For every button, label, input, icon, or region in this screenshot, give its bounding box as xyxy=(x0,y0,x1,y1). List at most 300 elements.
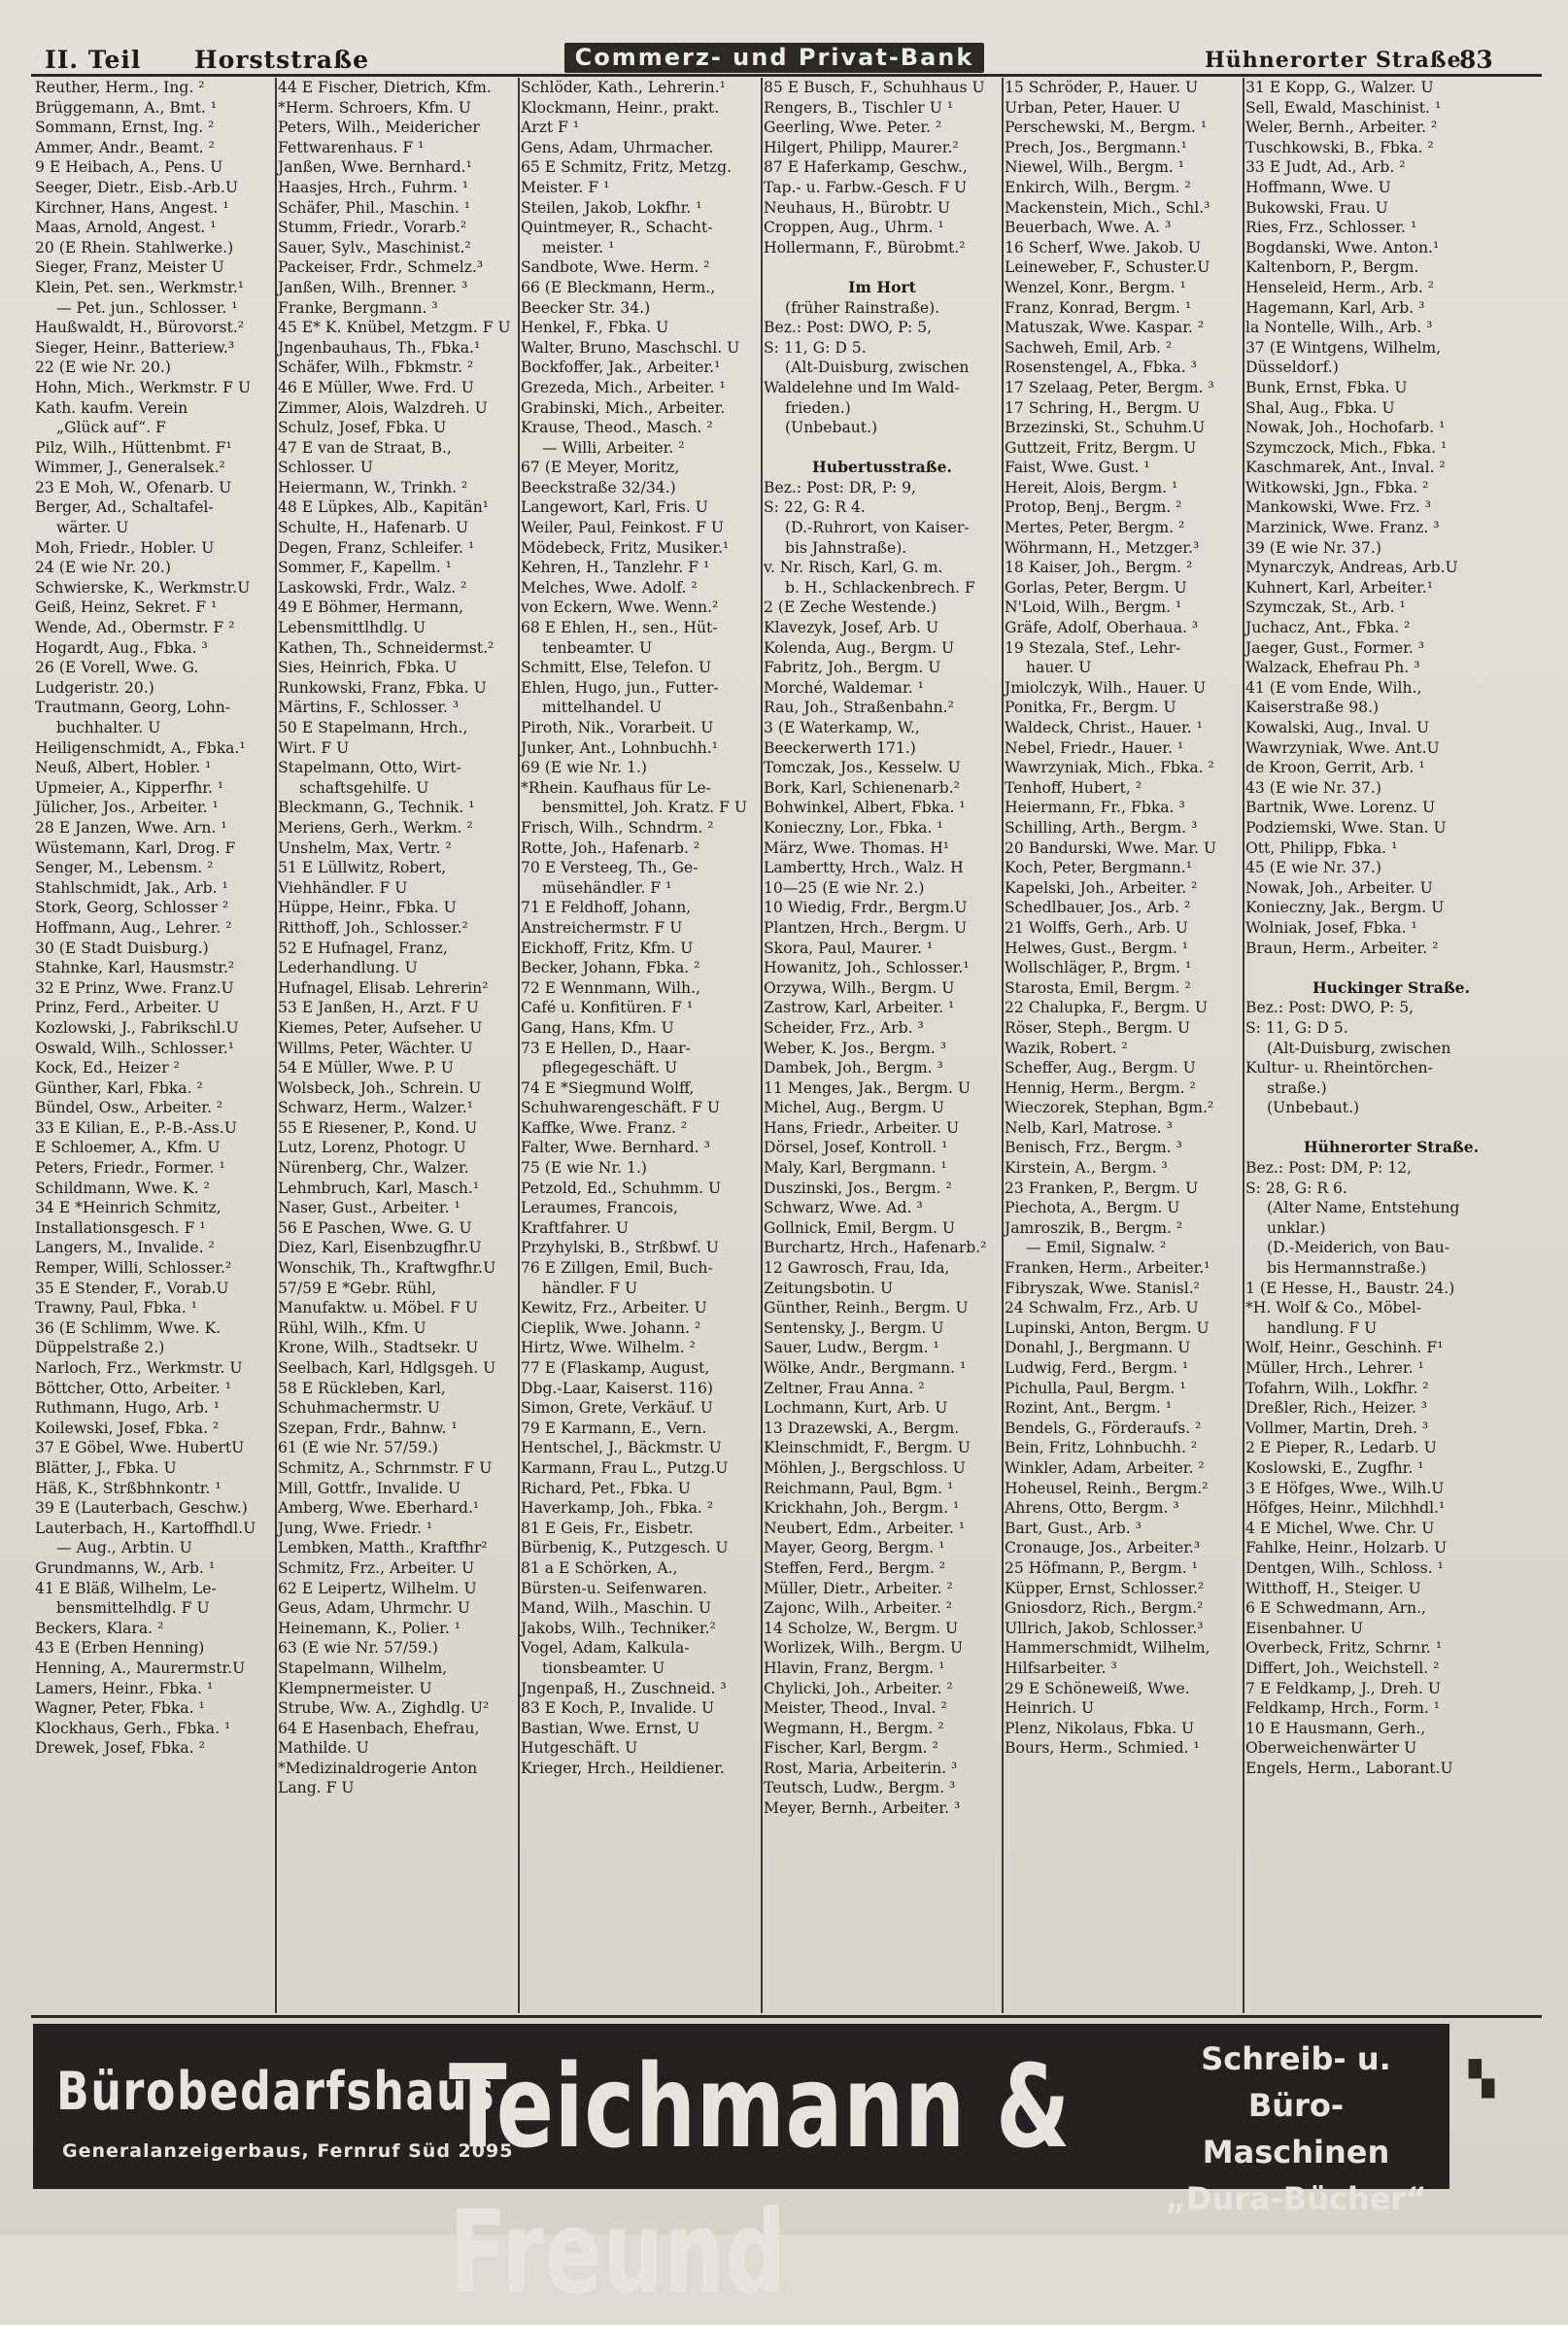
directory-entry: Wolsbeck, Joh., Schrein. U xyxy=(278,1078,482,1097)
directory-entry: Kowalski, Aug., Inval. U xyxy=(1245,719,1430,736)
directory-entry: Röser, Steph., Bergm. U xyxy=(1005,1018,1191,1037)
directory-entry: Witkowski, Jgn., Fbka. ² xyxy=(1245,478,1429,496)
directory-entry: 6 E Schwedmann, Arn., xyxy=(1245,1599,1426,1618)
directory-entry: Grabinski, Mich., Arbeiter. xyxy=(521,398,726,417)
directory-entry: Hereit, Alois, Bergm. ¹ xyxy=(1005,478,1178,496)
directory-entry: Witthoff, H., Steiger. U xyxy=(1245,1579,1421,1597)
directory-entry: meister. ¹ xyxy=(542,238,615,256)
directory-entry: de Kroon, Gerrit, Arb. ¹ xyxy=(1245,759,1425,777)
directory-entry: Diez, Karl, Eisenbzugfhr.U xyxy=(278,1239,482,1257)
directory-entry: Sieger, Franz, Meister U xyxy=(35,258,224,277)
directory-entry: 17 Szelaag, Peter, Bergm. ³ xyxy=(1005,378,1214,396)
directory-entry: Rost, Maria, Arbeiterin. ³ xyxy=(764,1759,958,1777)
directory-column-6 xyxy=(1245,78,1537,2011)
directory-entry: E Schloemer, A., Kfm. U xyxy=(35,1139,221,1157)
directory-entry: Zimmer, Alois, Walzdreh. U xyxy=(278,398,488,417)
directory-entry: 36 (E Schlimm, Wwe. K. xyxy=(35,1318,222,1337)
directory-entry: Ries, Frz., Schlosser. ¹ xyxy=(1245,219,1417,237)
directory-entry: 55 E Riesener, P., Kond. U xyxy=(278,1118,478,1137)
directory-entry: Konieczny, Jak., Bergm. U xyxy=(1245,899,1445,917)
directory-entry: 79 E Karmann, E., Vern. xyxy=(521,1419,707,1437)
directory-entry: 30 (E Stadt Duisburg.) xyxy=(35,939,209,957)
ad-product-line: Maschinen xyxy=(1202,2134,1390,2171)
directory-entry: Plenz, Nikolaus, Fbka. U xyxy=(1005,1719,1195,1737)
directory-entry: Rosenstengel, A., Fbka. ³ xyxy=(1005,359,1197,377)
directory-entry: Sommann, Ernst, Ing. ² xyxy=(35,119,215,137)
directory-entry: händler. F U xyxy=(542,1279,638,1297)
directory-entry: Mackenstein, Mich., Schl.³ xyxy=(1005,198,1210,217)
directory-entry: (D.-Meiderich, von Bau- xyxy=(1267,1239,1450,1257)
directory-entry: 81 E Geis, Fr., Eisbetr. xyxy=(521,1519,694,1537)
column-divider xyxy=(761,78,763,2013)
directory-entry: Steffen, Ferd., Bergm. ² xyxy=(764,1558,946,1577)
directory-entry: Haasjes, Hrch., Fuhrm. ¹ xyxy=(278,178,469,196)
directory-entry: Stapelmann, Otto, Wirt- xyxy=(278,759,461,777)
directory-entry: 81 a E Schörken, A., xyxy=(521,1558,678,1577)
directory-entry: Piechota, A., Bergm. U xyxy=(1005,1199,1180,1217)
directory-entry: Höfges, Heinr., Milchhdl.¹ xyxy=(1245,1499,1446,1518)
directory-entry: Amberg, Wwe. Eberhard.¹ xyxy=(278,1499,480,1518)
directory-entry: Nelb, Karl, Matrose. ³ xyxy=(1005,1118,1173,1137)
directory-entry: Enkirch, Wilh., Bergm. ² xyxy=(1005,178,1191,196)
directory-entry: Kozlowski, J., Fabrikschl.U xyxy=(35,1018,239,1037)
directory-entry: Sauer, Sylv., Maschinist.² xyxy=(278,238,471,256)
directory-entry: 18 Kaiser, Joh., Bergm. ² xyxy=(1005,559,1193,577)
directory-entry: 3 E Höfges, Wwe., Wilh.U xyxy=(1245,1479,1445,1497)
bottom-rule xyxy=(31,2015,1542,2018)
directory-entry: 72 E Wennmann, Wilh., xyxy=(521,978,700,997)
directory-entry: Hilfsarbeiter. ³ xyxy=(1005,1658,1117,1677)
directory-entry: Schulte, H., Hafenarb. U xyxy=(278,519,469,537)
directory-entry: 74 E *Siegmund Wolff, xyxy=(521,1078,695,1097)
directory-entry: Arzt F ¹ xyxy=(521,119,580,137)
directory-entry: Bez.: Post: DM, P: 12, xyxy=(1245,1159,1413,1178)
directory-entry: Bogdanski, Wwe. Anton.¹ xyxy=(1245,238,1440,256)
directory-entry: 10—25 (E wie Nr. 2.) xyxy=(764,878,925,897)
directory-entry: Zeltner, Frau Anna. ² xyxy=(764,1379,925,1397)
directory-entry: 45 (E wie Nr. 37.) xyxy=(1245,859,1381,877)
directory-entry: Grundmanns, W., Arb. ¹ xyxy=(35,1558,216,1577)
directory-entry: 3 (E Waterkamp, W., xyxy=(764,719,920,736)
directory-entry: 53 E Janßen, H., Arzt. F U xyxy=(278,999,479,1017)
directory-entry: 24 (E wie Nr. 20.) xyxy=(35,559,171,577)
directory-entry: Leraumes, Francois, xyxy=(521,1199,678,1217)
directory-entry: 87 E Haferkamp, Geschw., xyxy=(764,158,968,177)
directory-entry: Neubert, Edm., Arbeiter. ¹ xyxy=(764,1519,966,1537)
directory-entry: Brüggemann, A., Bmt. ¹ xyxy=(35,98,218,117)
street-heading: Huckinger Straße. xyxy=(1312,977,1471,997)
directory-entry: Kathen, Th., Schneidermst.² xyxy=(278,638,494,657)
directory-entry: Jaeger, Gust., Former. ³ xyxy=(1245,638,1425,657)
directory-entry: Naser, Gust., Arbeiter. ¹ xyxy=(278,1199,460,1217)
directory-entry: Wawrzyniak, Mich., Fbka. ² xyxy=(1005,759,1214,777)
directory-entry: Bastian, Wwe. Ernst, U xyxy=(521,1719,699,1737)
directory-entry: Fabritz, Joh., Bergm. U xyxy=(764,659,941,677)
directory-entry: Pichulla, Paul, Bergm. ¹ xyxy=(1005,1379,1186,1397)
directory-entry: Kaltenborn, P., Bergm. xyxy=(1245,258,1419,277)
directory-entry: Kultur- u. Rheintörchen- xyxy=(1245,1059,1433,1077)
directory-entry: Schlosser. U xyxy=(278,459,373,477)
directory-entry: Cronauge, Jos., Arbeiter.³ xyxy=(1005,1539,1201,1557)
directory-entry: 39 (E wie Nr. 37.) xyxy=(1245,538,1381,557)
directory-entry: Schäfer, Phil., Maschin. ¹ xyxy=(278,198,471,217)
directory-entry: Bours, Herm., Schmied. ¹ xyxy=(1005,1739,1200,1758)
directory-entry: Wenzel, Konr., Bergm. ¹ xyxy=(1005,278,1186,296)
directory-entry: Ammer, Andr., Beamt. ² xyxy=(35,138,215,156)
directory-entry: Ullrich, Jakob, Schlosser.³ xyxy=(1005,1619,1204,1637)
directory-entry: Gang, Hans, Kfm. U xyxy=(521,1018,674,1037)
directory-entry: 41 E Bläß, Wilhelm, Le- xyxy=(35,1579,217,1597)
directory-entry: Lang. F U xyxy=(278,1779,355,1797)
directory-entry: Krieger, Hrch., Heildiener. xyxy=(521,1759,725,1777)
directory-entry: Guttzeit, Fritz, Bergm. U xyxy=(1005,438,1197,457)
directory-entry: Teutsch, Ludw., Bergm. ³ xyxy=(764,1779,956,1797)
directory-entry: v. Nr. Risch, Karl, G. m. xyxy=(764,559,943,577)
page-number: 83 xyxy=(1459,46,1493,74)
directory-column-5 xyxy=(1005,78,1242,2011)
directory-entry: 15 Schröder, P., Hauer. U xyxy=(1005,79,1199,96)
directory-entry: Installationsgesch. F ¹ xyxy=(35,1218,206,1237)
street-heading: Im Hort xyxy=(848,277,916,296)
directory-entry: Runkowski, Franz, Fbka. U xyxy=(278,678,487,697)
directory-entry: Cieplik, Wwe. Johann. ² xyxy=(521,1318,701,1337)
directory-entry: Haußwaldt, H., Bürovorst.² xyxy=(35,319,245,337)
directory-entry: Ludgeristr. 20.) xyxy=(35,678,154,697)
directory-entry: Bez.: Post: DWO, P: 5, xyxy=(1245,999,1415,1017)
directory-entry: Bork, Karl, Schienenarb.² xyxy=(764,778,960,797)
directory-entry: Kewitz, Frz., Arbeiter. U xyxy=(521,1299,707,1317)
directory-entry: Koch, Peter, Bergmann.¹ xyxy=(1005,859,1192,877)
ad-address: Generalanzeigerbaus, Fernruf Süd 2095 xyxy=(62,2140,514,2162)
directory-entry: Engels, Herm., Laborant.U xyxy=(1245,1759,1453,1777)
directory-entry: Sachweh, Emil, Arb. ² xyxy=(1005,338,1173,357)
directory-entry: 83 E Koch, P., Invalide. U xyxy=(521,1699,715,1718)
directory-entry: Bündel, Osw., Arbeiter. ² xyxy=(35,1099,223,1117)
directory-entry xyxy=(1245,958,1537,978)
directory-entry: Bohwinkel, Albert, Fbka. ¹ xyxy=(764,799,966,817)
directory-entry: Croppen, Aug., Uhrm. ¹ xyxy=(764,219,944,237)
directory-entry: Henseleid, Herm., Arb. ² xyxy=(1245,278,1435,296)
directory-entry: Tenhoff, Hubert, ² xyxy=(1005,778,1142,797)
directory-entry: Vollmer, Martin, Dreh. ³ xyxy=(1245,1419,1429,1437)
directory-entry: Packeiser, Frdr., Schmelz.³ xyxy=(278,258,484,277)
directory-entry: Sandbote, Wwe. Herm. ² xyxy=(521,258,710,277)
directory-entry: Haverkamp, Joh., Fbka. ² xyxy=(521,1499,714,1518)
directory-entry: Lochmann, Kurt, Arb. U xyxy=(764,1399,948,1418)
directory-entry: Anstreichermstr. F U xyxy=(521,918,683,937)
directory-entry: Schäfer, Wilh., Fbkmstr. ² xyxy=(278,359,474,377)
directory-entry: 14 Scholze, W., Bergm. U xyxy=(764,1619,959,1637)
directory-entry: Burchartz, Hrch., Hafenarb.² xyxy=(764,1239,987,1257)
column-divider xyxy=(518,78,520,2013)
directory-entry: Geerling, Wwe. Peter. ² xyxy=(764,119,942,137)
directory-entry: Piroth, Nik., Vorarbeit. U xyxy=(521,719,714,736)
directory-entry: Wirt. F U xyxy=(278,738,350,757)
directory-entry: Lembken, Matth., Kraftfhr² xyxy=(278,1539,488,1557)
directory-entry: Ott, Philipp, Fbka. ¹ xyxy=(1245,838,1398,857)
directory-entry: Düppelstraße 2.) xyxy=(35,1339,165,1357)
directory-entry: Willms, Peter, Wächter. U xyxy=(278,1039,473,1057)
directory-entry: Stumm, Friedr., Vorarb.² xyxy=(278,219,467,237)
directory-entry: — Emil, Signalw. ² xyxy=(1026,1239,1167,1257)
directory-entry: 69 (E wie Nr. 1.) xyxy=(521,759,648,777)
directory-entry: Beckers, Klara. ² xyxy=(35,1619,164,1637)
directory-entry: Sell, Ewald, Maschinist. ¹ xyxy=(1245,98,1442,117)
directory-entry: Richard, Pet., Fbka. U xyxy=(521,1479,691,1497)
directory-entry: Vogel, Adam, Kalkula- xyxy=(521,1639,690,1658)
directory-entry: Hüppe, Heinr., Fbka. U xyxy=(278,899,457,917)
directory-entry: Hogardt, Aug., Fbka. ³ xyxy=(35,638,208,657)
directory-entry: Lehmbruch, Karl, Masch.¹ xyxy=(278,1179,480,1197)
directory-entry: Senger, M., Lebensm. ² xyxy=(35,859,214,877)
directory-entry: Janßen, Wwe. Bernhard.¹ xyxy=(278,158,472,177)
directory-entry: Schlöder, Kath., Lehrerin.¹ xyxy=(521,79,726,96)
directory-entry: Schwierske, K., Werkmstr.U xyxy=(35,578,251,597)
directory-entry: Kock, Ed., Heizer ² xyxy=(35,1059,180,1077)
directory-entry: b. H., Schlackenbrech. F xyxy=(785,578,975,597)
directory-entry: Kraftfahrer. U xyxy=(521,1218,630,1237)
directory-entry: 51 E Lüllwitz, Robert, xyxy=(278,859,447,877)
directory-entry: handlung. F U xyxy=(1267,1318,1378,1337)
directory-entry: Mand, Wilh., Maschin. U xyxy=(521,1599,711,1618)
directory-entry: 32 E Prinz, Wwe. Franz.U xyxy=(35,978,234,997)
directory-entry: bensmittel, Joh. Kratz. F U xyxy=(542,799,748,817)
directory-entry: Ruthmann, Hugo, Arb. ¹ xyxy=(35,1399,220,1418)
directory-entry: Wende, Ad., Obermstr. F ² xyxy=(35,619,235,637)
directory-entry: Dreßler, Rich., Heizer. ³ xyxy=(1245,1399,1428,1418)
directory-entry: Szymczock, Mich., Fbka. ¹ xyxy=(1245,438,1448,457)
directory-entry: straße.) xyxy=(1267,1078,1327,1097)
directory-entry: Ehlen, Hugo, jun., Futter- xyxy=(521,678,719,697)
directory-entry: Meriens, Gerh., Werkm. ² xyxy=(278,818,473,837)
directory-entry: Mayer, Georg, Bergm. ¹ xyxy=(764,1539,945,1557)
directory-entry: Kuhnert, Karl, Arbeiter.¹ xyxy=(1245,578,1433,597)
directory-entry: Jülicher, Jos., Arbeiter. ¹ xyxy=(35,799,219,817)
directory-entry: Heinemann, K., Polier. ¹ xyxy=(278,1619,461,1637)
directory-entry: 66 (E Bleckmann, Herm., xyxy=(521,278,716,296)
directory-entry: Junker, Ant., Lohnbuchh.¹ xyxy=(521,738,718,757)
directory-entry: wärter. U xyxy=(56,519,129,537)
directory-entry: Heiermann, W., Trinkh. ² xyxy=(278,478,468,496)
directory-entry: Lauterbach, H., Kartoffhdl.U xyxy=(35,1519,256,1537)
directory-entry: Wimmer, J., Generalsek.² xyxy=(35,459,225,477)
directory-entry: — Aug., Arbtin. U xyxy=(56,1539,192,1557)
directory-entry: 37 (E Wintgens, Wilhelm, xyxy=(1245,338,1442,357)
directory-entry: Jung, Wwe. Friedr. ¹ xyxy=(278,1519,433,1537)
directory-entry: *Medizinaldrogerie Anton xyxy=(278,1759,478,1777)
directory-entry: Hilgert, Philipp, Maurer.² xyxy=(764,138,959,156)
directory-entry: Fahlke, Heinr., Holzarb. U xyxy=(1245,1539,1448,1557)
directory-entry: Gollnick, Emil, Bergm. U xyxy=(764,1218,955,1237)
directory-entry: Wegmann, H., Bergm. ² xyxy=(764,1719,944,1737)
directory-entry: Sies, Heinrich, Fbka. U xyxy=(278,659,458,677)
directory-entry: Märtins, F., Schlosser. ³ xyxy=(278,699,460,717)
directory-entry: (Alt-Duisburg, zwischen xyxy=(785,359,970,377)
directory-entry: N'Loid, Wilh., Bergm. ¹ xyxy=(1005,598,1182,617)
directory-entry: Koslowski, E., Zugfhr. ¹ xyxy=(1245,1458,1424,1477)
directory-entry: S: 11, G: D 5. xyxy=(1245,1018,1348,1037)
directory-entry: Ahrens, Otto, Bergm. ³ xyxy=(1005,1499,1179,1518)
directory-entry: 47 E van de Straat, B., xyxy=(278,438,452,457)
directory-entry: Hans, Friedr., Arbeiter. U xyxy=(764,1118,960,1137)
directory-entry: Kath. kaufm. Verein xyxy=(35,398,188,417)
directory-column-3 xyxy=(521,78,760,2011)
directory-entry: Plantzen, Hrch., Bergm. U xyxy=(764,918,968,937)
directory-entry: 46 E Müller, Wwe. Frd. U xyxy=(278,378,474,396)
directory-entry: Braun, Herm., Arbeiter. ² xyxy=(1245,939,1439,957)
directory-entry: Prinz, Ferd., Arbeiter. U xyxy=(35,999,220,1017)
directory-entry: Duszinski, Jos., Bergm. ² xyxy=(764,1179,952,1197)
directory-entry: Hollermann, F., Bürobmt.² xyxy=(764,238,966,256)
directory-entry: Seelbach, Karl, Hdlgsgeh. U xyxy=(278,1359,496,1377)
directory-entry: 23 E Moh, W., Ofenarb. U xyxy=(35,478,232,496)
directory-entry: müsehändler. F ¹ xyxy=(542,878,672,897)
directory-entry: Dbg.-Laar, Kaiserst. 116) xyxy=(521,1379,713,1397)
directory-entry: Steilen, Jakob, Lokfhr. ¹ xyxy=(521,198,702,217)
directory-entry: 31 E Kopp, G., Walzer. U xyxy=(1245,79,1434,96)
directory-entry: 16 Scherf, Wwe. Jakob. U xyxy=(1005,238,1202,256)
directory-entry: Tap.- u. Farbw.-Gesch. F U xyxy=(764,178,968,196)
directory-entry: Rühl, Wilh., Kfm. U xyxy=(278,1318,426,1337)
directory-entry: Bein, Fritz, Lohnbuchh. ² xyxy=(1005,1439,1198,1457)
directory-entry: Fettwarenhaus. F ¹ xyxy=(278,138,425,156)
directory-entry: Jmiolczyk, Wilh., Hauer. U xyxy=(1005,678,1207,697)
directory-entry: Drewek, Josef, Fbka. ² xyxy=(35,1739,205,1758)
directory-entry: Schulz, Josef, Fbka. U xyxy=(278,419,447,437)
directory-entry: Leineweber, F., Schuster.U xyxy=(1005,258,1210,277)
directory-entry: Rengers, B., Tischler U ¹ xyxy=(764,98,954,117)
directory-entry: Hoffmann, Aug., Lehrer. ² xyxy=(35,918,232,937)
directory-entry: Schwarz, Wwe. Ad. ³ xyxy=(764,1199,923,1217)
directory-entry: Lamers, Heinr., Fbka. ¹ xyxy=(35,1679,214,1697)
directory-entry: Strube, Ww. A., Zighdlg. U² xyxy=(278,1699,490,1718)
directory-entry: 62 E Leipertz, Wilhelm. U xyxy=(278,1579,477,1597)
directory-entry: bis Hermannstraße.) xyxy=(1267,1259,1427,1278)
directory-entry: — Willi, Arbeiter. ² xyxy=(542,438,685,457)
directory-entry: Stahnke, Karl, Hausmstr.² xyxy=(35,959,235,977)
directory-entry: Karmann, Frau L., Putzg.U xyxy=(521,1458,729,1477)
directory-entry: 21 Wolffs, Gerh., Arb. U xyxy=(1005,918,1188,937)
directory-entry xyxy=(764,438,1001,459)
ad-products xyxy=(1150,2035,1442,2222)
directory-entry: Peters, Friedr., Former. ¹ xyxy=(35,1159,225,1178)
directory-entry: 39 E (Lauterbach, Geschw.) xyxy=(35,1499,248,1518)
directory-entry: Stapelmann, Wilhelm, xyxy=(278,1658,448,1677)
directory-entry: Oswald, Wilh., Schlosser.¹ xyxy=(35,1039,234,1057)
directory-entry: 9 E Heibach, A., Pens. U xyxy=(35,158,223,177)
directory-entry: Manufaktw. u. Möbel. F U xyxy=(278,1299,478,1317)
directory-entry: Differt, Joh., Weichstell. ² xyxy=(1245,1658,1440,1677)
directory-entry: Lebensmittlhdlg. U xyxy=(278,619,426,637)
directory-entry: Klockmann, Heinr., prakt. xyxy=(521,98,720,117)
directory-entry: 24 Schwalm, Frz., Arb. U xyxy=(1005,1299,1199,1317)
directory-entry: Laskowski, Frdr., Walz. ² xyxy=(278,578,467,597)
directory-entry: Küpper, Ernst, Schlosser.² xyxy=(1005,1579,1205,1597)
directory-entry: Kaschmarek, Ant., Inval. ² xyxy=(1245,459,1446,477)
directory-entry: Morché, Waldemar. ¹ xyxy=(764,678,924,697)
directory-entry: Mankowski, Wwe. Frz. ³ xyxy=(1245,498,1432,517)
directory-entry: Mertes, Peter, Bergm. ² xyxy=(1005,519,1185,537)
directory-entry: Zajonc, Wilh., Arbeiter. ² xyxy=(764,1599,952,1618)
directory-entry: 35 E Stender, F., Vorab.U xyxy=(35,1279,229,1297)
directory-entry: 77 E (Flaskamp, August, xyxy=(521,1359,710,1377)
left-street-heading: Horststraße xyxy=(194,46,369,74)
directory-entry: Orzywa, Wilh., Bergm. U xyxy=(764,978,955,997)
column-divider xyxy=(1002,78,1004,2013)
directory-entry: Langewort, Karl, Fris. U xyxy=(521,498,708,517)
directory-entry: Scheffer, Aug., Bergm. U xyxy=(1005,1059,1196,1077)
directory-entry: Jakobs, Wilh., Techniker.² xyxy=(521,1619,716,1637)
directory-entry: Reichmann, Paul, Bgm. ¹ xyxy=(764,1479,954,1497)
directory-entry: Moh, Friedr., Hobler. U xyxy=(35,538,215,557)
directory-entry: Benisch, Frz., Bergm. ³ xyxy=(1005,1139,1182,1157)
directory-entry: 61 (E wie Nr. 57/59.) xyxy=(278,1439,439,1457)
directory-entry: Bürsten-u. Seifenwaren. xyxy=(521,1579,707,1597)
part-label: II. Teil xyxy=(45,46,142,74)
directory-entry: Mathilde. U xyxy=(278,1739,369,1758)
directory-entry: Podziemski, Wwe. Stan. U xyxy=(1245,818,1447,837)
directory-entry: 64 E Hasenbach, Ehefrau, xyxy=(278,1719,480,1737)
directory-entry: Rozint, Ant., Bergm. ¹ xyxy=(1005,1399,1173,1418)
directory-entry: 12 Gawrosch, Frau, Ida, xyxy=(764,1259,950,1278)
directory-entry: Ludwig, Ferd., Bergm. ¹ xyxy=(1005,1359,1189,1377)
directory-entry: Unshelm, Max, Vertr. ² xyxy=(278,838,452,857)
directory-entry: Schmitz, Frz., Arbeiter. U xyxy=(278,1558,475,1577)
directory-entry: unklar.) xyxy=(1267,1218,1326,1237)
directory-entry: Henkel, F., Fbka. U xyxy=(521,319,669,337)
directory-entry: 10 E Hausmann, Gerh., xyxy=(1245,1719,1426,1737)
directory-entry: Niewel, Wilh., Bergm. ¹ xyxy=(1005,158,1185,177)
directory-entry: bis Jahnstraße). xyxy=(785,538,907,557)
column-divider xyxy=(275,78,277,2013)
directory-entry: Petzold, Ed., Schuhmm. U xyxy=(521,1179,722,1197)
directory-entry: 26 (E Vorell, Wwe. G. xyxy=(35,659,199,677)
directory-entry: Jngenbauhaus, Th., Fbka.¹ xyxy=(278,338,481,357)
directory-entry: tionsbeamter. U xyxy=(542,1658,665,1677)
directory-entry: Bez.: Post: DR, P: 9, xyxy=(764,478,916,496)
directory-entry: S: 28, G: R 6. xyxy=(1245,1179,1347,1197)
directory-entry: Nowak, Joh., Arbeiter. U xyxy=(1245,878,1433,897)
directory-entry: Brzezinski, St., Schuhm.U xyxy=(1005,419,1206,437)
directory-entry: Langers, M., Invalide. ² xyxy=(35,1239,215,1257)
directory-entry: Geiß, Heinz, Sekret. F ¹ xyxy=(35,598,218,617)
directory-entry: Kleinschmidt, F., Bergm. U xyxy=(764,1439,971,1457)
directory-entry: Konieczny, Lor., Fbka. ¹ xyxy=(764,818,943,837)
directory-entry: (D.-Ruhrort, von Kaiser- xyxy=(785,519,970,537)
ad-company-name: Teichmann & Freund xyxy=(449,2039,1071,2319)
directory-entry: Ritthoff, Joh., Schlosser.² xyxy=(278,918,468,937)
directory-entry: 29 E Schöneweiß, Wwe. xyxy=(1005,1679,1190,1697)
directory-entry: Wonschik, Th., Kraftwgfhr.U xyxy=(278,1259,496,1278)
column-divider xyxy=(1243,78,1244,2013)
directory-entry: Fibryszak, Wwe. Stanisl.² xyxy=(1005,1279,1200,1297)
directory-entry: Oberweichenwärter U xyxy=(1245,1739,1417,1758)
bank-banner: Commerz- und Privat-Bank xyxy=(564,43,984,73)
directory-entry: Sauer, Ludw., Bergm. ¹ xyxy=(764,1339,939,1357)
directory-entry: Koilewski, Josef, Fbka. ² xyxy=(35,1419,220,1437)
directory-entry: Trautmann, Georg, Lohn- xyxy=(35,699,231,717)
directory-entry: Peters, Wilh., Meidericher xyxy=(278,119,480,137)
directory-entry: 76 E Zillgen, Emil, Buch- xyxy=(521,1259,713,1278)
directory-entry: Sieger, Heinr., Batteriew.³ xyxy=(35,338,235,357)
directory-entry: Nebel, Friedr., Hauer. ¹ xyxy=(1005,738,1184,757)
directory-entry: 20 (E Rhein. Stahlwerke.) xyxy=(35,238,234,256)
directory-entry: (Unbebaut.) xyxy=(785,419,878,437)
directory-entry: 11 Menges, Jak., Bergm. U xyxy=(764,1078,971,1097)
directory-entry: Kolenda, Aug., Bergm. U xyxy=(764,638,955,657)
directory-entry: (Alt-Duisburg, zwischen xyxy=(1267,1039,1451,1057)
directory-entry: 70 E Versteeg, Th., Ge- xyxy=(521,859,699,877)
